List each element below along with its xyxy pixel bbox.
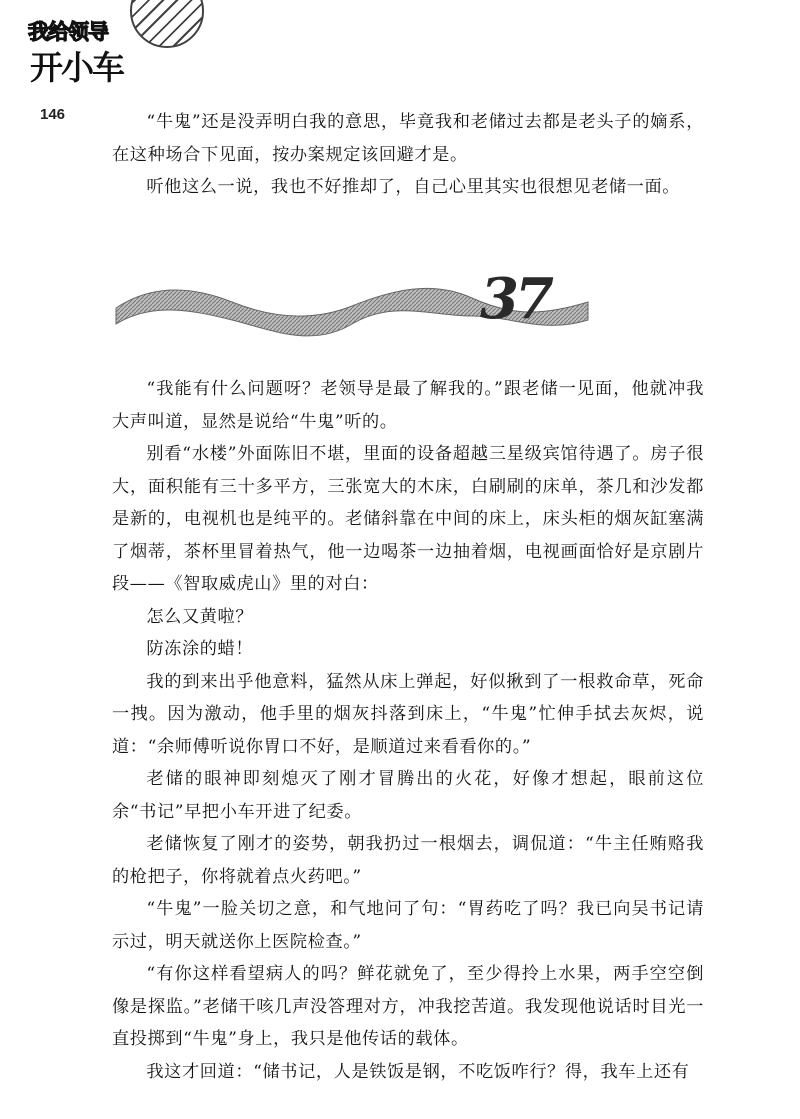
paragraph: 别看“水楼”外面陈旧不堪，里面的设备超越三星级宾馆待遇了。房子很大，面积能有三十多平方，三张宽大的木床，白刷刷的床单，茶几和沙发都是新的，电视机也是纯平的。老储斜靠在中间的床上，床头柜的烟灰缸塞满了烟蒂，茶杯里冒着热气，他一边喝茶一边抽着烟，电视画面恰好是京剧片段——《智取威虎山》里的对白： [112,444,704,594]
paragraph: 我的到来出乎他意料，猛然从床上弹起，好似揪到了一根救命草，死命一拽。因为激动，他手里的烟灰抖落到床上，“牛鬼”忙伸手拭去灰烬，说道：“余师傅听说你胃口不好，是顺道过来看看你的。” [112,671,704,757]
paragraph: 听他这么一说，我也不好推却了，自己心里其实也很想见老储一面。 [146,177,681,197]
paragraph: “有你这样看望病人的吗？鲜花就免了，至少得拎上水果，两手空空倒像是探监。”老储干咳几声没答理对方，冲我挖苦道。我发现他说话时目光一直投掷到“牛鬼”身上，我只是他传话的载体。 [112,964,704,1049]
series-title-line2: 开小车 [30,48,123,87]
chapter-number: 37 [480,266,550,332]
text-block-main [112,373,704,1088]
paragraph: 老储的眼神即刻熄灭了刚才冒腾出的火花，好像才想起，眼前这位余“书记”早把小车开进了纪委。 [112,769,704,822]
ball-graphic [130,0,204,48]
paragraph: “牛鬼”还是没弄明白我的意思，毕竟我和老储过去都是老头子的嫡系，在这种场合下见面，按办案规定该回避才是。 [112,112,704,165]
series-title-line1: 我给领导 [28,20,108,44]
chapter-banner [112,266,592,344]
paragraph: 我这才回道：“储书记，人是铁饭是钢，不吃饭咋行？得，我车上还有 [146,1061,690,1082]
series-logo [8,0,208,90]
paragraph: “牛鬼”一脸关切之意，和气地问了句：“胃药吃了吗？我已向吴书记请示过，明天就送你上医院检查。” [112,899,704,952]
paragraph: 防冻涂的蜡！ [146,639,254,659]
paragraph: 怎么又黄啦？ [146,606,254,627]
text-block-top [112,106,704,204]
paragraph: “我能有什么问题呀？老领导是最了解我的。”跟老储一见面，他就冲我大声叫道，显然是说给“牛鬼”听的。 [112,379,704,432]
paragraph: 老储恢复了刚才的姿势，朝我扔过一根烟去，调侃道：“牛主任贿赂我的枪把子，你将就着点火药吧。” [112,834,704,887]
page-number: 146 [40,106,66,123]
